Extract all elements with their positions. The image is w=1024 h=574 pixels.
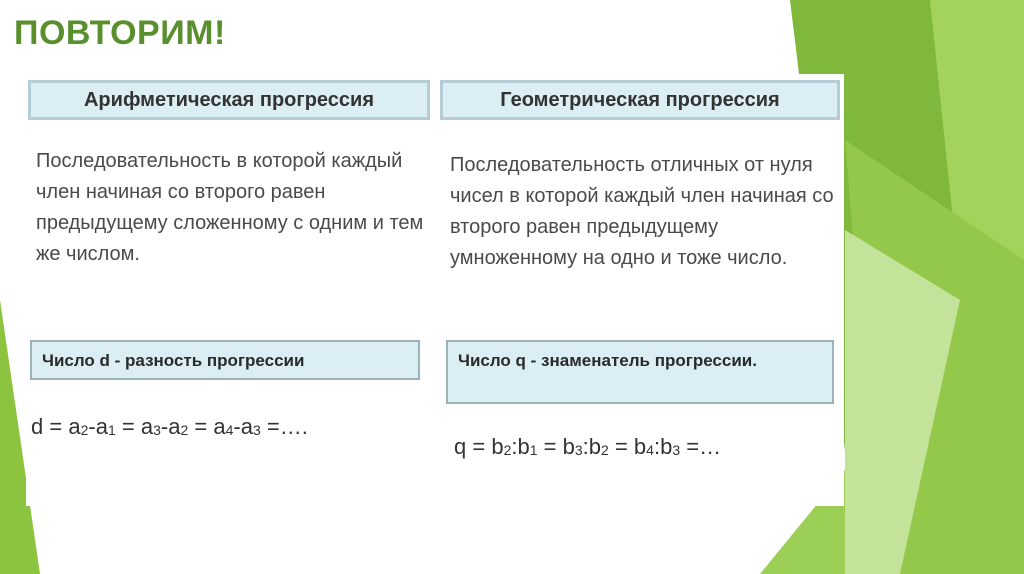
formula-equals: =: [537, 434, 563, 459]
formula-tail: =…: [680, 434, 722, 459]
geometric-ratio-box: Число q - знаменатель прогрессии.: [446, 340, 834, 404]
arithmetic-header: Арифметическая прогрессия: [28, 80, 430, 120]
formula-term: $a_3-a_2$: [140, 414, 189, 439]
formula-term: $b_3:b_2$: [562, 434, 609, 459]
slide-title: ПОВТОРИМ!: [14, 14, 226, 52]
formula-term: $b_4:b_3$: [633, 434, 681, 459]
arithmetic-formula: [31, 414, 308, 440]
formula-term: $b_2:b_1$: [491, 434, 538, 459]
formula-term: $a_2-a_1$: [68, 414, 116, 439]
arithmetic-definition: Последовательность в которой каждый член начиная со второго равен предыдущему сложенному с одним и тем же числом.: [36, 150, 424, 265]
formula-equals: =: [188, 414, 214, 439]
geometric-definition: Последовательность отличных от нуля чисел в которой каждый член начиная со второго равен предыдущему умноженному на одно и тоже число.: [450, 154, 834, 269]
arithmetic-difference-box: Число d - разность прогрессии: [30, 340, 420, 380]
geometric-formula: [454, 434, 721, 460]
content-panel: [26, 74, 844, 506]
formula-tail: =….: [260, 414, 308, 439]
formula-equals: =: [115, 414, 141, 439]
formula-equals: =: [43, 414, 69, 439]
formula-lhs: d: [31, 414, 44, 439]
formula-term: $a_4-a_3$: [213, 414, 261, 439]
formula-equals: =: [608, 434, 634, 459]
formula-lhs: q: [454, 434, 467, 459]
formula-equals: =: [466, 434, 492, 459]
geometric-header: Геометрическая прогрессия: [440, 80, 840, 120]
